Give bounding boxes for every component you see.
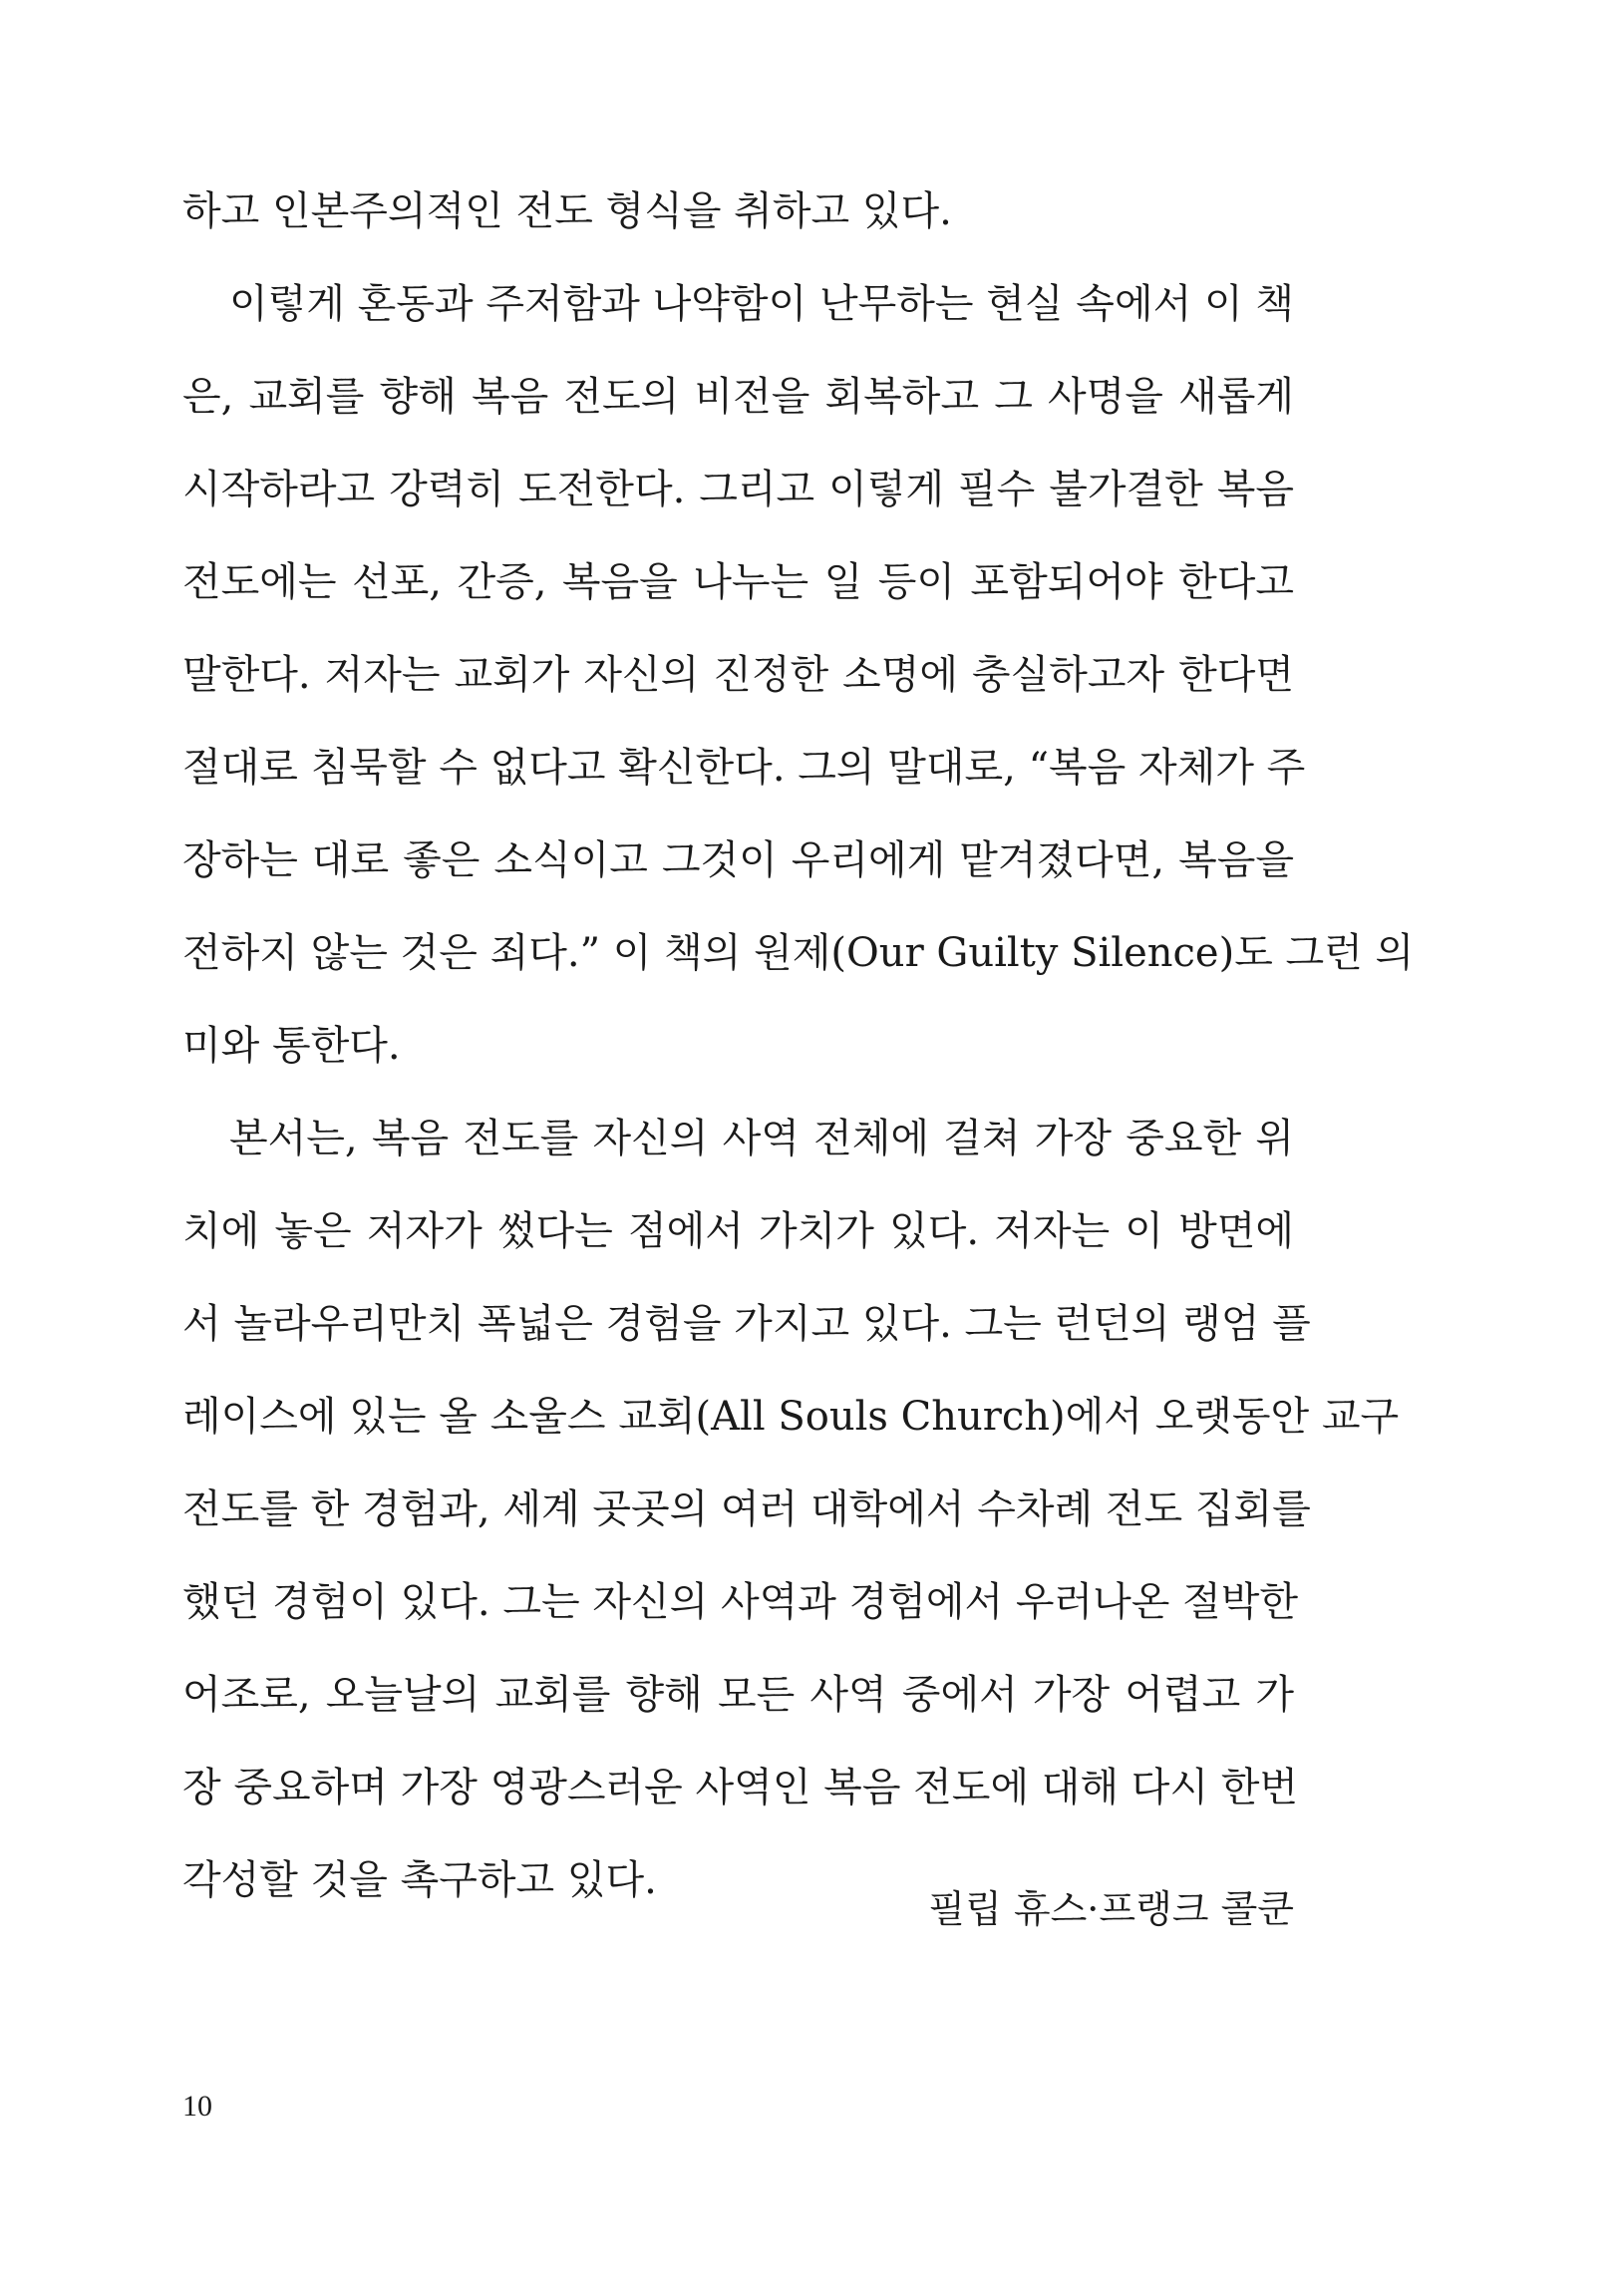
text-line: 본서는, 복음 전도를 자신의 사역 전체에 걸쳐 가장 중요한 위: [229, 1116, 1294, 1161]
text-line: 이렇게 혼동과 주저함과 나약함이 난무하는 현실 속에서 이 책: [229, 281, 1294, 327]
text-line: 각성할 것을 촉구하고 있다.: [182, 1857, 657, 1903]
text-line: 장하는 대로 좋은 소식이고 그것이 우리에게 맡겨졌다면, 복음을: [182, 837, 1294, 883]
text-line: 전도를 한 경험과, 세계 곳곳의 여러 대학에서 수차례 전도 집회를: [182, 1486, 1311, 1532]
paragraph-2: [182, 258, 1415, 1093]
text-line: 전도에는 선포, 간증, 복음을 나누는 일 등이 포함되어야 한다고: [182, 559, 1294, 605]
text-line: 하고 인본주의적인 전도 형식을 취하고 있다.: [182, 188, 952, 234]
text-line: 시작하라고 강력히 도전한다. 그리고 이렇게 필수 불가결한 복음: [182, 467, 1294, 512]
text-line: 했던 경험이 있다. 그는 자신의 사역과 경험에서 우러나온 절박한: [182, 1579, 1299, 1625]
paragraph-3: [182, 1093, 1400, 1927]
text-line: 서 놀라우리만치 폭넓은 경험을 가지고 있다. 그는 런던의 랭엄 플: [182, 1301, 1311, 1347]
text-line: 전하지 않는 것은 죄다.” 이 책의 원제(Our Guilty Silence)도 그런 의: [182, 930, 1415, 976]
text-line: 말한다. 저자는 교회가 자신의 진정한 소명에 충실하고자 한다면: [182, 652, 1294, 698]
text-line: 은, 교회를 향해 복음 전도의 비전을 회복하고 그 사명을 새롭게: [182, 374, 1294, 420]
page-number: 10: [182, 2090, 212, 2123]
text-line: 절대로 침묵할 수 없다고 확신한다. 그의 말대로, “복음 자체가 주: [182, 745, 1306, 791]
author-signature: 필립 휴스·프랭크 콜쿤: [928, 1887, 1294, 1931]
paragraph-1: [182, 165, 1294, 258]
text-line: 장 중요하며 가장 영광스러운 사역인 복음 전도에 대해 다시 한번: [182, 1765, 1299, 1810]
text-line: 레이스에 있는 올 소울스 교회(All Souls Church)에서 오랫동안 교구: [182, 1394, 1400, 1440]
text-line: 어조로, 오늘날의 교회를 향해 모든 사역 중에서 가장 어렵고 가: [182, 1672, 1294, 1718]
text-line: 치에 놓은 저자가 썼다는 점에서 가치가 있다. 저자는 이 방면에: [182, 1208, 1294, 1254]
text-line: 미와 통한다.: [182, 1023, 401, 1069]
body-text: [182, 165, 1415, 1927]
